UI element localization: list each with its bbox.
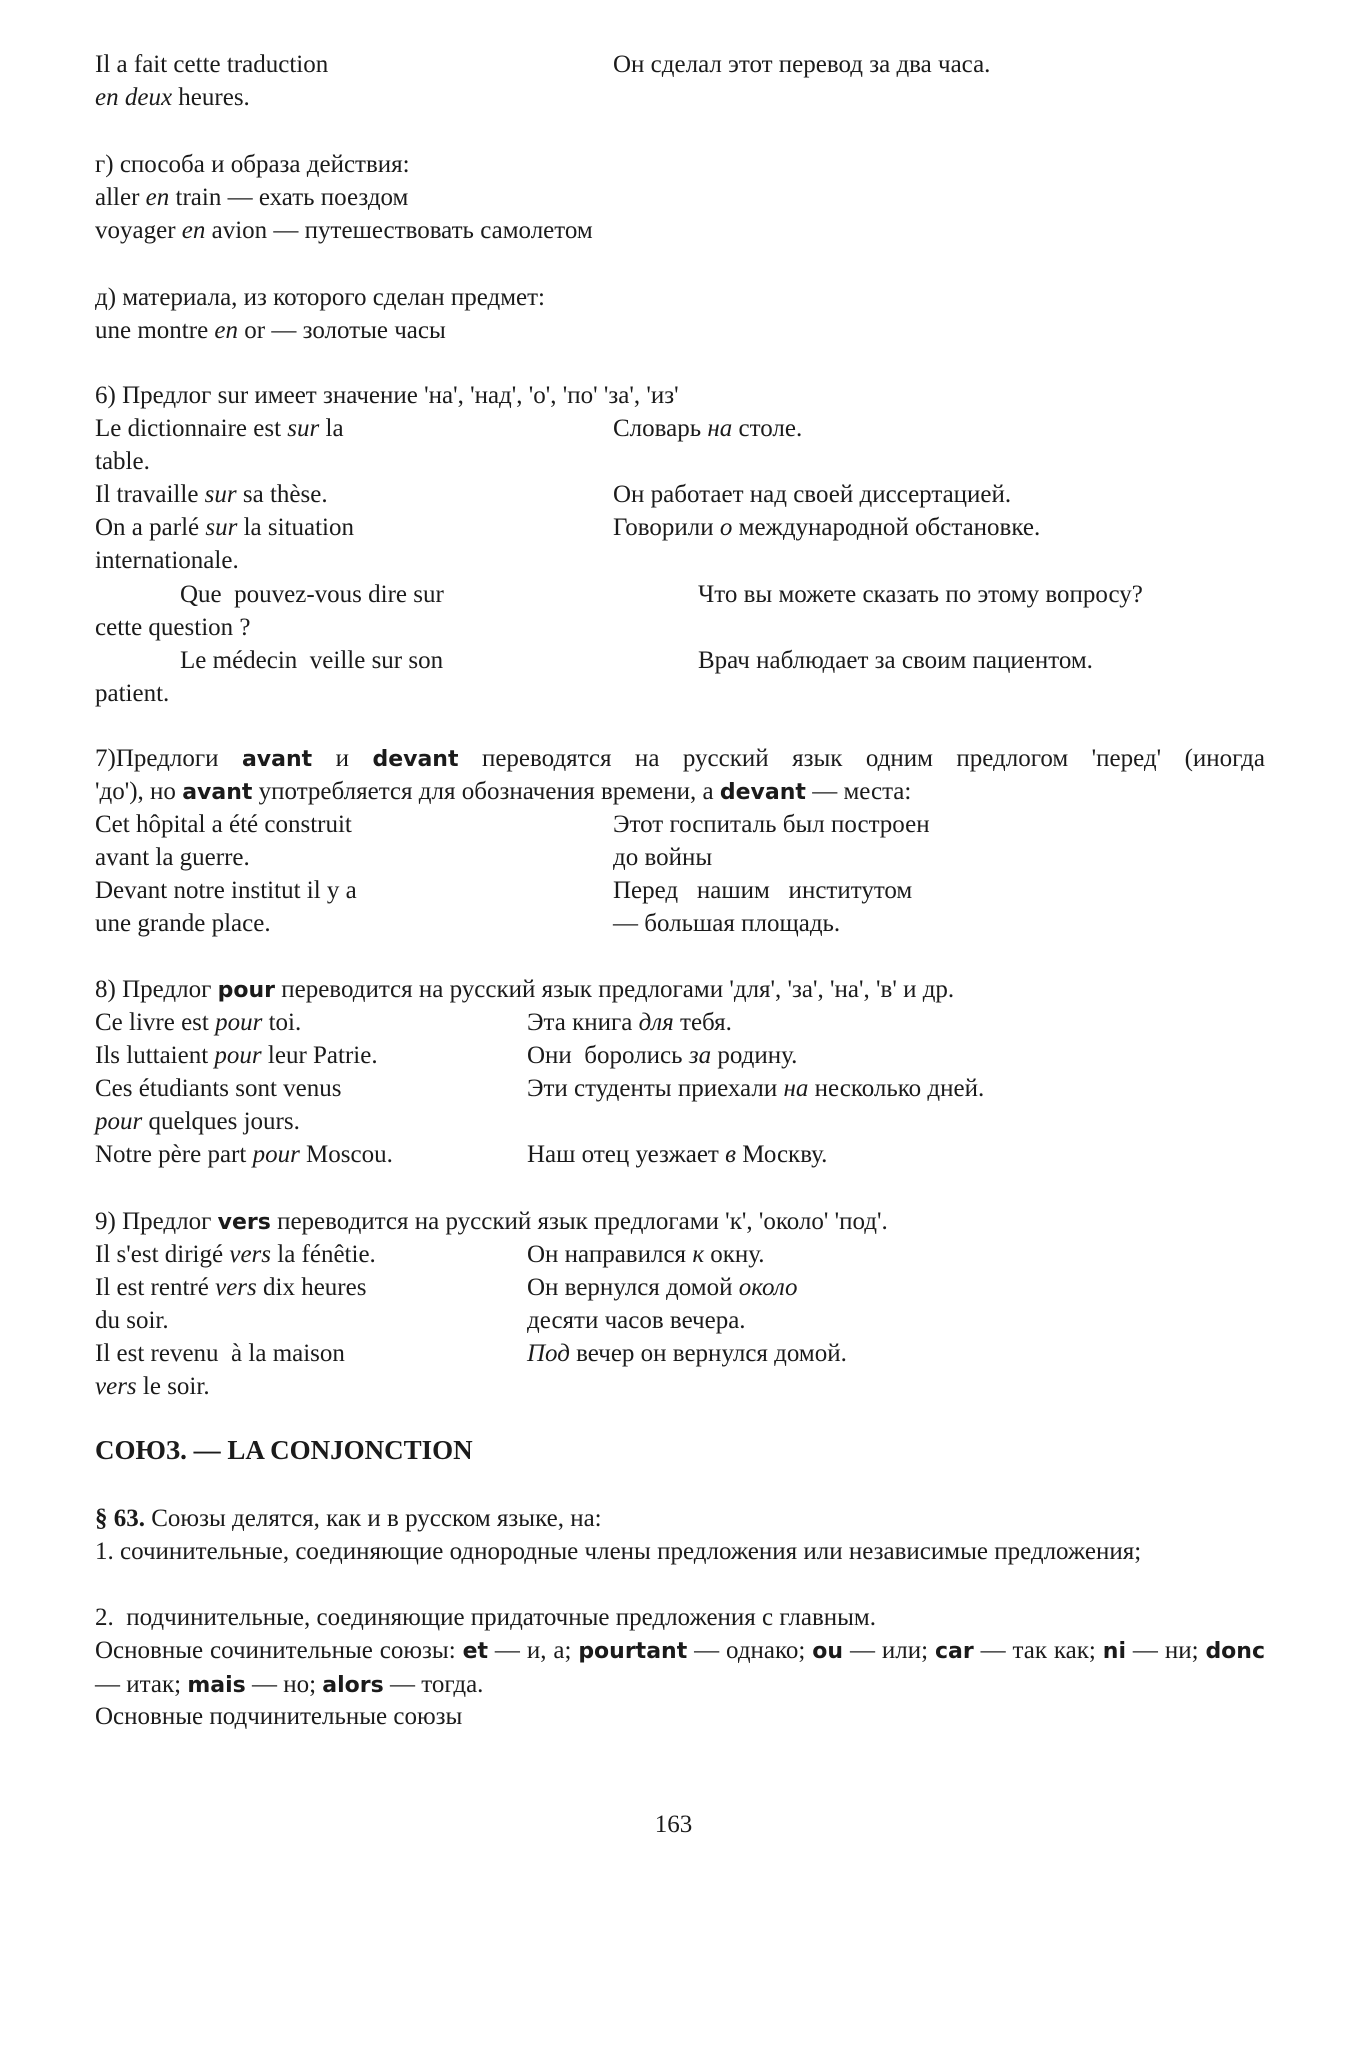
section-8-heading: 8) Предлог pour переводится на русский язык предлогами 'для', 'за', 'на', 'в' и др. — [95, 976, 955, 1003]
section-7-heading-cont: 'до'), но avant употребляется для обозначения времени, а devant — места: — [95, 778, 912, 805]
section-g-line: voyager en avion — путешествовать самолетом — [95, 217, 593, 244]
french-text: Il a fait cette traduction — [95, 51, 329, 78]
section-d-line: une montre en or — золотые часы — [95, 317, 446, 344]
french-text-cont: patient. — [95, 680, 170, 707]
page-number: 163 — [654, 1811, 693, 1838]
section-9-heading: 9) Предлог vers переводится на русский язык предлогами 'к', 'около' 'под'. — [95, 1208, 888, 1235]
french-text-cont: table. — [95, 448, 150, 475]
russian-text: Он сделал этот перевод за два часа. — [613, 51, 991, 78]
section-g-line: aller en train — ехать поездом — [95, 184, 409, 211]
french-text-cont: en deux heures. — [95, 84, 250, 111]
paragraph-63-intro: § 63. Союзы делятся, как и в русском языке, на: — [95, 1505, 602, 1532]
section-title: СОЮЗ. — LA CONJONCTION — [95, 1435, 473, 1465]
page: Il a fait cette traduction Он сделал этот перевод за два часа. en deux heures. г) способа и образа действия: aller en train — ехать поездом voyager en avion — путешествовать самолетом д) материала, из которого сделан предмет: une montre en or — золотые часы 6) Предлог sur имеет значение 'на', 'над', 'о', 'по' 'за', 'из' Le dictionnaire est sur la Словарь на столе. table. Il travaille sur sa thèse. Он работает над своей диссертацией. On a parlé sur la situation Говорили о международной обстановке. internationale. Que pouvez-vous dire sur Что вы можете сказать по этому вопросу? cette question ? Le médecin veille sur son Врач наблюдает за своим пациентом. patient. 7)Предлоги avant и devant переводятся на русский язык одним предлогом 'перед' (иногда 'до'), но avant употребляется для обозначения времени, а devant — места: Cet hôpital a été construit Этот госпиталь был построен avant la guerre. до войны Devant notre institut il y a Перед нашим институтом une grande place. — большая площадь. 8) Предлог pour переводится на русский язык предлогами 'для', 'за', 'на', 'в' и др. Ce livre est pour toi. Эта книга для тебя. Ils luttaient pour leur Patrie. Они боролись за родину. Ces étudiants sont venus Эти студенты приехали на несколько дней. pour quelques jours. Notre père part pour Moscou. Наш отец уезжает в Москву. 9) Предлог vers переводится на русский язык предлогами 'к', 'около' 'под'. Il s'est dirigé vers la fénêtie. Он направился к окну. Il est rentré vers dix heures Он вернулся домой около du soir. десяти часов вечера. Il est revenu à la maison Под вечер он вернулся домой. vers le soir. СОЮЗ. — LA CONJONCTION § 63. Союзы делятся, как и в русском языке, на: 1. сочинительные, соединяющие однородные члены предложения или независимые предложения; 2. подчинительные, соединяющие придаточные предложения с главным. Основные сочинительные союзы: et — и, а; pourtant — однако; ou — или; car — так как; ni — ни; donc — итак; mais — но; alors — тогда. Основные подчинительные союзы 163 — [0, 0, 1347, 2050]
french-text-cont: vers le soir. — [95, 1373, 210, 1400]
paragraph-text: Основные подчинительные союзы — [95, 1703, 463, 1730]
list-item: 2. подчинительные, соединяющие придаточные предложения с главным. — [95, 1604, 876, 1631]
french-text-cont: pour quelques jours. — [95, 1108, 300, 1135]
section-g-heading: г) способа и образа действия: — [95, 151, 410, 178]
section-7-heading: 7)Предлоги avant и devant переводятся на русский язык одним предлогом 'перед' (иногда — [95, 745, 1265, 772]
french-text-cont: internationale. — [95, 547, 239, 574]
french-text-cont: cette question ? — [95, 614, 251, 641]
section-d-heading: д) материала, из которого сделан предмет: — [95, 284, 545, 311]
section-6-heading: 6) Предлог sur имеет значение 'на', 'над', 'о', 'по' 'за', 'из' — [95, 382, 679, 409]
list-item: 1. сочинительные, соединяющие однородные члены предложения или независимые предложения; — [95, 1538, 1142, 1565]
conjunctions-list: Основные сочинительные союзы: et — и, а; pourtant — однако; ou — или; car — так как; ni — ни; donc — итак; mais — но; alors — тогда. — [95, 1637, 1266, 1698]
